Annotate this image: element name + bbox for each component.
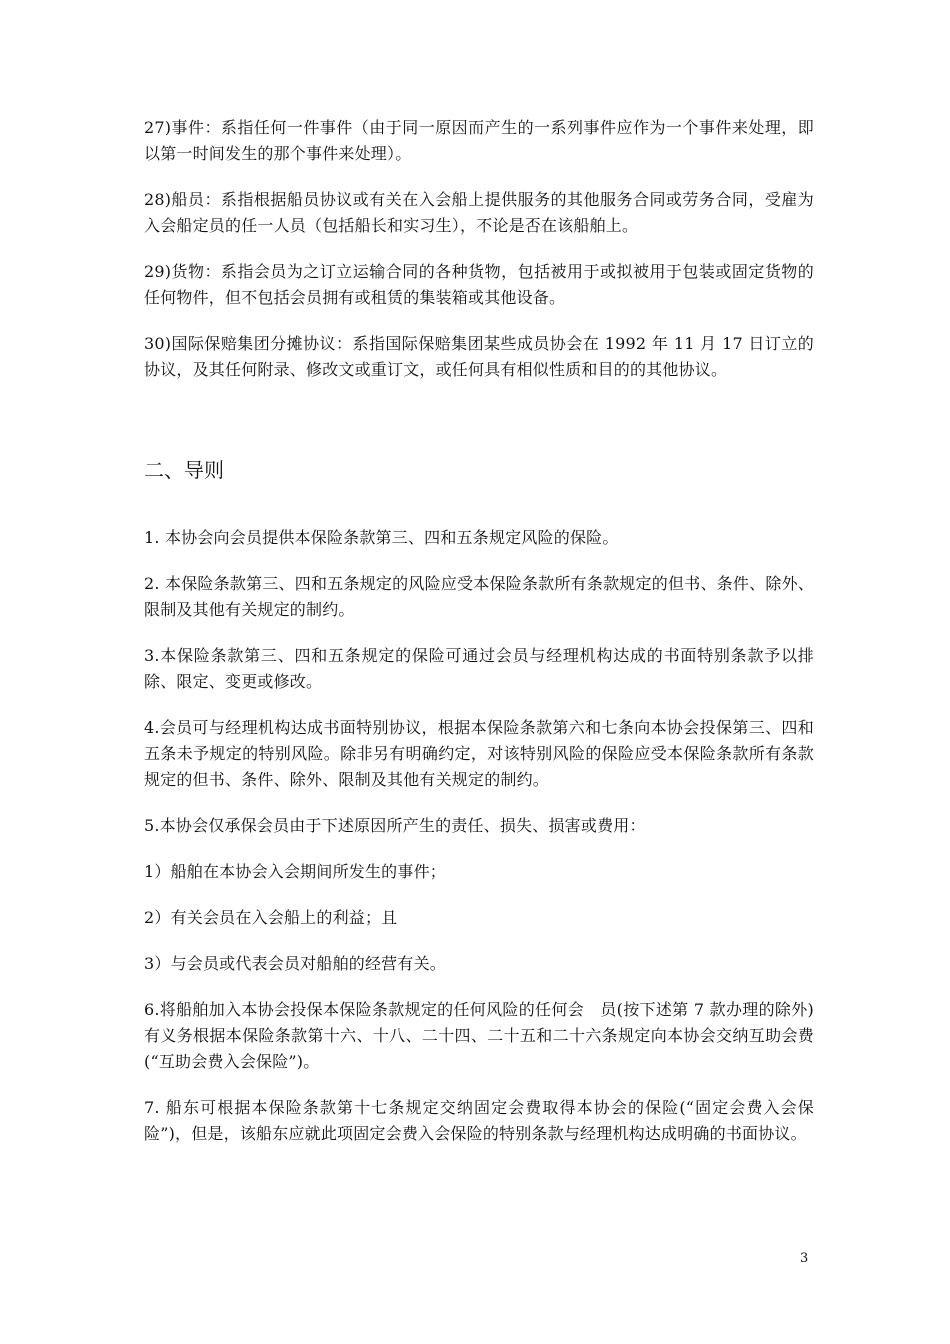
rule-7: 7. 船东可根据本保险条款第十七条规定交纳固定会费取得本协会的保险(“固定会费入会保险”)，但是，该船东应就此项固定会费入会保险的特别条款与经理机构达成明确的书面协议。 [144,1098,814,1143]
definition-29: 29)货物：系指会员为之订立运输合同的各种货物，包括被用于或拟被用于包装或固定货物的任何物件，但不包括会员拥有或租赁的集装箱或其他设备。 [144,262,814,307]
rule-1: 1. 本协会向会员提供本保险条款第三、四和五条规定风险的保险。 [144,528,619,547]
section-heading: 二、导则 [144,458,224,482]
rule-5-item-3: 3）与会员或代表会员对船舶的经营有关。 [144,954,446,973]
rule-5: 5.本协会仅承保会员由于下述原因所产生的责任、损失、损害或费用： [144,816,646,835]
definition-30: 30)国际保赔集团分摊协议：系指国际保赔集团某些成员协会在 1992 年 11 月 17 日订立的协议，及其任何附录、修改文或重订文，或任何具有相似性质和目的的其他协议。 [144,334,814,379]
definition-28: 28)船员：系指根据船员协议或有关在入会船上提供服务的其他服务合同或劳务合同，受雇为入会船定员的任一人员（包括船长和实习生），不论是否在该船舶上。 [144,190,814,235]
rule-5-item-1: 1）船舶在本协会入会期间所发生的事件； [144,862,446,881]
definition-27: 27)事件：系指任何一件事件（由于同一原因而产生的一系列事件应作为一个事件来处理，即以第一时间发生的那个事件来处理）。 [144,118,814,163]
rule-4: 4.会员可与经理机构达成书面特别协议，根据本保险条款第六和七条向本协会投保第三、四和五条未予规定的特别风险。除非另有明确约定，对该特别风险的保险应受本保险条款所有条款规定的但书、条件、除外、限制及其他有关规定的制约。 [144,718,814,789]
rule-5-item-2: 2）有关会员在入会船上的利益；且 [144,908,398,927]
rule-6: 6.将船舶加入本协会投保本保险条款规定的任何风险的任何会 员(按下述第 7 款办理的除外)有义务根据本保险条款第十六、十八、二十四、二十五和二十六条规定向本协会交纳互助会费(“互助会费入会保险”)。 [144,1000,814,1071]
page-number: 3 [800,1251,809,1266]
rule-2: 2. 本保险条款第三、四和五条规定的风险应受本保险条款所有条款规定的但书、条件、除外、限制及其他有关规定的制约。 [144,574,814,619]
rule-3: 3.本保险条款第三、四和五条规定的保险可通过会员与经理机构达成的书面特别条款予以排除、限定、变更或修改。 [144,646,814,691]
